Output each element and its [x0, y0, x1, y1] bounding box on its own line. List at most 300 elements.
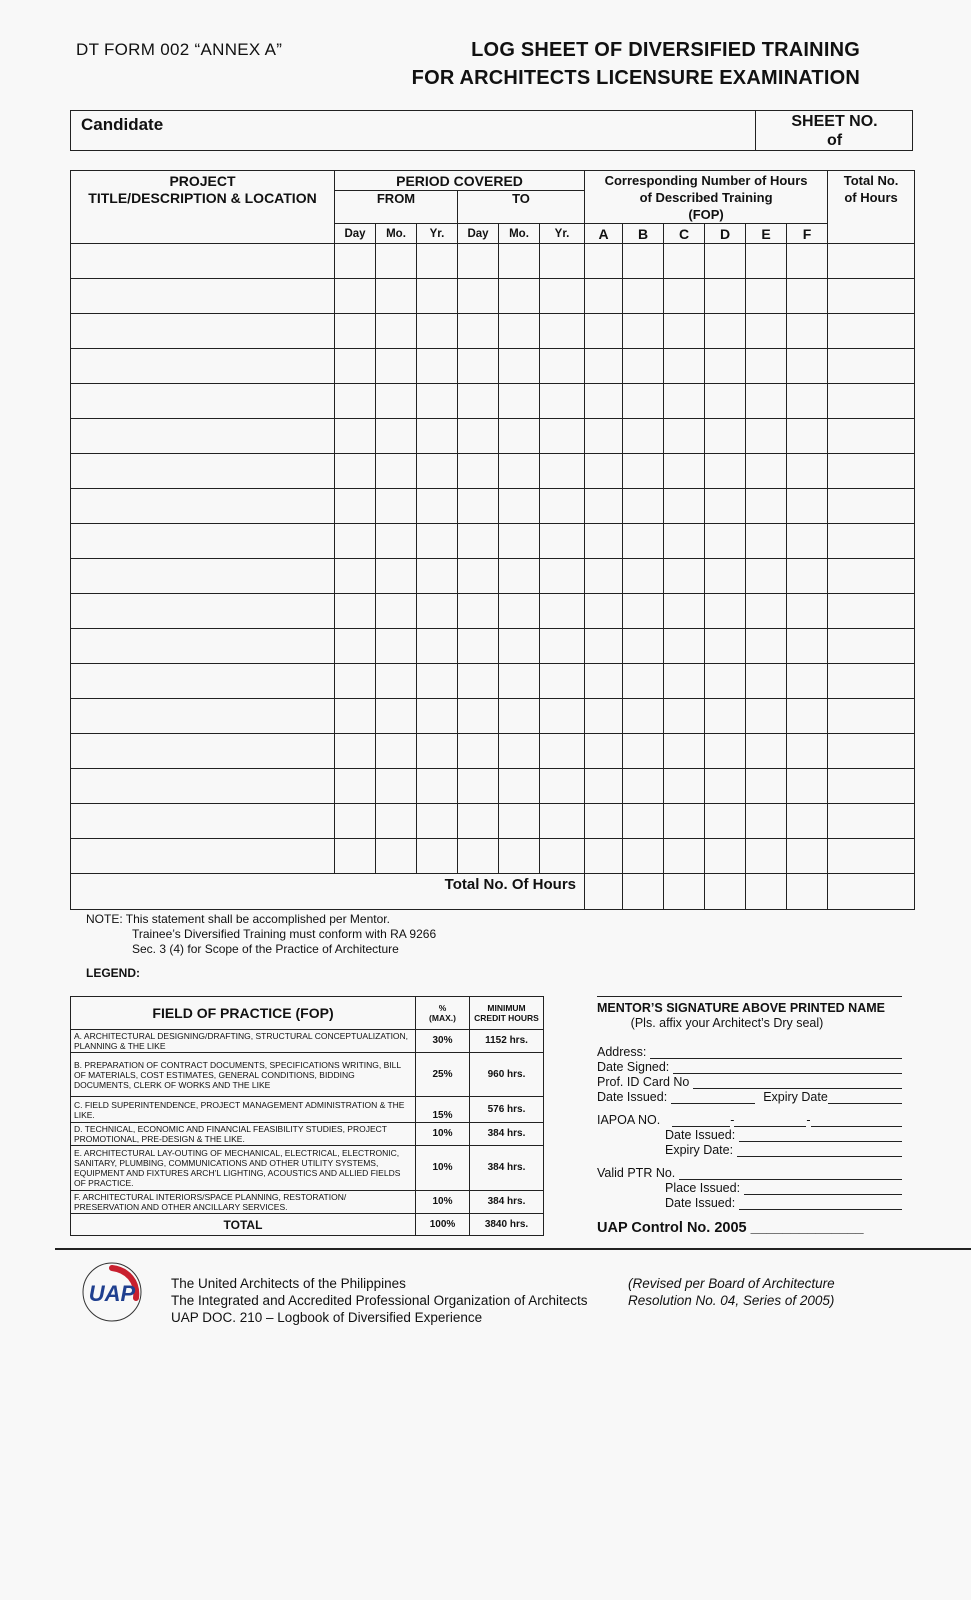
table-cell[interactable] — [828, 664, 915, 699]
table-cell[interactable] — [376, 629, 417, 664]
table-cell[interactable] — [705, 699, 746, 734]
table-row — [71, 629, 915, 664]
table-cell[interactable] — [623, 244, 664, 279]
table-cell[interactable] — [787, 419, 828, 454]
table-cell[interactable] — [417, 279, 458, 314]
iapoa-field[interactable]: IAPOA NO. - - — [597, 1112, 902, 1127]
table-cell[interactable] — [828, 699, 915, 734]
table-cell[interactable] — [335, 734, 376, 769]
table-cell[interactable] — [787, 279, 828, 314]
table-cell[interactable] — [746, 524, 787, 559]
table-cell[interactable] — [664, 839, 705, 874]
table-cell[interactable] — [585, 734, 623, 769]
table-cell[interactable] — [828, 594, 915, 629]
footer-revised-1: (Revised per Board of Architecture — [628, 1276, 835, 1291]
table-cell[interactable] — [787, 699, 828, 734]
table-cell[interactable] — [664, 314, 705, 349]
table-cell[interactable] — [746, 384, 787, 419]
table-cell[interactable] — [499, 314, 540, 349]
table-cell[interactable] — [828, 524, 915, 559]
legend-total-pct: 100% — [416, 1214, 470, 1236]
table-cell[interactable] — [417, 629, 458, 664]
table-cell[interactable] — [585, 419, 623, 454]
table-cell[interactable] — [335, 314, 376, 349]
table-cell[interactable] — [335, 384, 376, 419]
table-cell[interactable] — [664, 489, 705, 524]
footer-doc: UAP DOC. 210 – Logbook of Diversified Experience — [171, 1310, 483, 1325]
table-cell[interactable] — [705, 244, 746, 279]
total-row-label: Total No. Of Hours — [71, 874, 585, 910]
table-cell[interactable] — [417, 349, 458, 384]
table-cell[interactable] — [540, 489, 585, 524]
table-cell[interactable] — [458, 419, 499, 454]
table-cell[interactable] — [540, 734, 585, 769]
table-cell[interactable] — [499, 489, 540, 524]
table-cell[interactable] — [499, 454, 540, 489]
table-cell[interactable] — [458, 349, 499, 384]
table-cell[interactable] — [335, 489, 376, 524]
table-cell[interactable] — [335, 804, 376, 839]
table-cell[interactable] — [705, 804, 746, 839]
table-cell[interactable] — [376, 244, 417, 279]
date-signed-label: Date Signed: — [597, 1060, 670, 1074]
table-cell[interactable] — [376, 804, 417, 839]
table-cell[interactable] — [540, 629, 585, 664]
table-cell[interactable] — [623, 594, 664, 629]
table-cell[interactable] — [376, 734, 417, 769]
table-cell[interactable] — [540, 314, 585, 349]
table-cell[interactable] — [376, 279, 417, 314]
table-cell[interactable] — [828, 419, 915, 454]
table-cell[interactable] — [458, 524, 499, 559]
legend-row — [71, 1146, 544, 1191]
table-cell[interactable] — [335, 349, 376, 384]
table-cell[interactable] — [746, 454, 787, 489]
table-cell[interactable] — [71, 384, 335, 419]
place-issued-field[interactable] — [597, 1180, 902, 1195]
legend-row — [71, 1123, 544, 1146]
total-cell[interactable] — [746, 874, 787, 910]
table-cell[interactable] — [623, 559, 664, 594]
table-cell[interactable] — [664, 384, 705, 419]
table-cell[interactable] — [787, 559, 828, 594]
expiry-date-label: Expiry Date — [763, 1090, 828, 1104]
table-cell[interactable] — [585, 244, 623, 279]
total-cell[interactable] — [705, 874, 746, 910]
table-cell[interactable] — [458, 734, 499, 769]
table-cell[interactable] — [417, 839, 458, 874]
table-cell[interactable] — [71, 524, 335, 559]
table-cell[interactable] — [585, 524, 623, 559]
table-cell[interactable] — [787, 804, 828, 839]
table-cell[interactable] — [664, 349, 705, 384]
table-cell[interactable] — [664, 769, 705, 804]
table-cell[interactable] — [376, 419, 417, 454]
table-cell[interactable] — [664, 699, 705, 734]
table-cell[interactable] — [585, 769, 623, 804]
table-cell[interactable] — [335, 244, 376, 279]
table-cell[interactable] — [71, 349, 335, 384]
table-cell[interactable] — [376, 594, 417, 629]
table-cell[interactable] — [664, 419, 705, 454]
table-cell[interactable] — [335, 419, 376, 454]
table-cell[interactable] — [705, 594, 746, 629]
table-cell[interactable] — [585, 594, 623, 629]
table-cell[interactable] — [828, 349, 915, 384]
candidate-divider — [755, 111, 756, 150]
prof-id-field[interactable] — [597, 1074, 902, 1089]
table-cell[interactable] — [540, 384, 585, 419]
table-cell[interactable] — [376, 699, 417, 734]
table-cell[interactable] — [746, 594, 787, 629]
table-cell[interactable] — [705, 629, 746, 664]
hours-header-line1: Corresponding Number of Hours — [604, 173, 808, 188]
ptr-date-issued-field[interactable] — [597, 1195, 902, 1210]
signature-line[interactable] — [597, 996, 902, 997]
table-cell[interactable] — [664, 454, 705, 489]
table-cell[interactable] — [417, 244, 458, 279]
table-cell[interactable] — [417, 454, 458, 489]
table-cell[interactable] — [623, 524, 664, 559]
table-cell[interactable] — [828, 384, 915, 419]
table-cell[interactable] — [828, 629, 915, 664]
table-cell[interactable] — [458, 629, 499, 664]
table-cell[interactable] — [458, 839, 499, 874]
table-cell[interactable] — [585, 489, 623, 524]
iapoa-date-issued-label: Date Issued: — [665, 1128, 736, 1142]
table-cell[interactable] — [705, 559, 746, 594]
table-cell[interactable] — [417, 699, 458, 734]
to-yr: Yr. — [540, 224, 585, 244]
candidate-box[interactable] — [70, 110, 913, 151]
table-cell[interactable] — [705, 419, 746, 454]
table-cell[interactable] — [787, 489, 828, 524]
table-cell[interactable] — [623, 804, 664, 839]
date-signed-field[interactable] — [597, 1059, 902, 1074]
table-cell[interactable] — [71, 454, 335, 489]
table-cell[interactable] — [746, 629, 787, 664]
table-cell[interactable] — [746, 769, 787, 804]
table-cell[interactable] — [417, 594, 458, 629]
table-cell[interactable] — [787, 629, 828, 664]
table-cell[interactable] — [623, 664, 664, 699]
table-cell[interactable] — [540, 244, 585, 279]
table-cell[interactable] — [664, 594, 705, 629]
table-cell[interactable] — [746, 804, 787, 839]
table-cell[interactable] — [787, 734, 828, 769]
table-cell[interactable] — [540, 454, 585, 489]
table-cell[interactable] — [540, 349, 585, 384]
table-cell[interactable] — [499, 629, 540, 664]
table-cell[interactable] — [71, 804, 335, 839]
table-cell[interactable] — [499, 804, 540, 839]
address-field[interactable] — [597, 1044, 902, 1059]
table-cell[interactable] — [376, 314, 417, 349]
table-cell[interactable] — [746, 734, 787, 769]
table-cell[interactable] — [458, 594, 499, 629]
table-cell[interactable] — [499, 279, 540, 314]
table-cell[interactable] — [499, 384, 540, 419]
table-cell[interactable] — [335, 664, 376, 699]
total-cell[interactable] — [787, 874, 828, 910]
hours-header-line2: of Described Training — [639, 190, 773, 205]
table-cell[interactable] — [787, 664, 828, 699]
table-cell[interactable] — [787, 594, 828, 629]
table-cell[interactable] — [623, 384, 664, 419]
table-cell[interactable] — [499, 244, 540, 279]
total-row — [71, 874, 915, 910]
table-cell[interactable] — [585, 384, 623, 419]
table-cell[interactable] — [828, 489, 915, 524]
pct-header-line2: (MAX.) — [429, 1013, 456, 1023]
table-cell[interactable] — [585, 804, 623, 839]
table-cell[interactable] — [828, 804, 915, 839]
table-cell[interactable] — [458, 769, 499, 804]
table-cell[interactable] — [71, 629, 335, 664]
table-cell[interactable] — [71, 699, 335, 734]
sheet-number[interactable] — [757, 112, 912, 150]
table-cell[interactable] — [499, 594, 540, 629]
table-cell[interactable] — [828, 769, 915, 804]
table-cell[interactable] — [499, 769, 540, 804]
table-cell[interactable] — [585, 839, 623, 874]
table-cell[interactable] — [664, 279, 705, 314]
table-cell[interactable] — [705, 839, 746, 874]
table-cell[interactable] — [335, 769, 376, 804]
iapoa-expiry-field[interactable] — [597, 1142, 902, 1157]
table-cell[interactable] — [499, 524, 540, 559]
table-cell[interactable] — [540, 559, 585, 594]
table-cell[interactable] — [664, 734, 705, 769]
table-cell[interactable] — [746, 244, 787, 279]
table-cell[interactable] — [585, 349, 623, 384]
table-cell[interactable] — [705, 489, 746, 524]
table-cell[interactable] — [585, 629, 623, 664]
table-cell[interactable] — [828, 454, 915, 489]
table-cell[interactable] — [458, 489, 499, 524]
table-row — [71, 594, 915, 629]
table-cell[interactable] — [499, 839, 540, 874]
table-cell[interactable] — [664, 629, 705, 664]
total-cell[interactable] — [664, 874, 705, 910]
legend-row-hrs: 960 hrs. — [470, 1053, 544, 1097]
table-cell[interactable] — [664, 664, 705, 699]
table-cell[interactable] — [71, 244, 335, 279]
table-cell[interactable] — [417, 489, 458, 524]
table-cell[interactable] — [787, 524, 828, 559]
table-row — [71, 279, 915, 314]
table-cell[interactable] — [71, 314, 335, 349]
table-cell[interactable] — [71, 279, 335, 314]
table-cell[interactable] — [376, 769, 417, 804]
table-cell[interactable] — [376, 349, 417, 384]
table-cell[interactable] — [499, 699, 540, 734]
table-cell[interactable] — [376, 384, 417, 419]
table-cell[interactable] — [787, 349, 828, 384]
table-cell[interactable] — [746, 489, 787, 524]
table-cell[interactable] — [540, 699, 585, 734]
table-cell[interactable] — [499, 664, 540, 699]
table-cell[interactable] — [71, 769, 335, 804]
table-cell[interactable] — [705, 734, 746, 769]
table-cell[interactable] — [623, 699, 664, 734]
date-issued-field[interactable] — [597, 1089, 902, 1104]
ptr-field[interactable] — [597, 1165, 902, 1180]
table-cell[interactable] — [623, 279, 664, 314]
table-cell[interactable] — [746, 839, 787, 874]
table-cell[interactable] — [71, 489, 335, 524]
table-cell[interactable] — [376, 664, 417, 699]
table-cell[interactable] — [376, 559, 417, 594]
table-cell[interactable] — [376, 839, 417, 874]
table-cell[interactable] — [71, 664, 335, 699]
table-cell[interactable] — [376, 454, 417, 489]
table-cell[interactable] — [705, 279, 746, 314]
table-cell[interactable] — [458, 454, 499, 489]
table-cell[interactable] — [828, 279, 915, 314]
table-cell[interactable] — [417, 559, 458, 594]
table-cell[interactable] — [705, 349, 746, 384]
table-cell[interactable] — [746, 699, 787, 734]
table-cell[interactable] — [376, 489, 417, 524]
table-cell[interactable] — [828, 314, 915, 349]
table-cell[interactable] — [664, 524, 705, 559]
table-cell[interactable] — [705, 314, 746, 349]
table-cell[interactable] — [623, 734, 664, 769]
table-cell[interactable] — [585, 279, 623, 314]
legend-label: LEGEND: — [86, 966, 140, 980]
table-cell[interactable] — [71, 559, 335, 594]
table-cell[interactable] — [540, 524, 585, 559]
table-cell[interactable] — [458, 314, 499, 349]
table-cell[interactable] — [664, 244, 705, 279]
table-cell[interactable] — [458, 559, 499, 594]
table-cell[interactable] — [71, 594, 335, 629]
table-cell[interactable] — [828, 734, 915, 769]
table-cell[interactable] — [335, 629, 376, 664]
table-cell[interactable] — [705, 769, 746, 804]
table-cell[interactable] — [787, 384, 828, 419]
table-cell[interactable] — [585, 454, 623, 489]
table-cell[interactable] — [623, 314, 664, 349]
title-line-1: LOG SHEET OF DIVERSIFIED TRAINING — [471, 39, 860, 61]
footer-divider — [55, 1248, 971, 1250]
table-cell[interactable] — [499, 419, 540, 454]
table-cell[interactable] — [746, 559, 787, 594]
table-cell[interactable] — [458, 279, 499, 314]
table-cell[interactable] — [417, 734, 458, 769]
table-cell[interactable] — [623, 629, 664, 664]
table-cell[interactable] — [417, 769, 458, 804]
table-cell[interactable] — [540, 804, 585, 839]
table-cell[interactable] — [746, 664, 787, 699]
table-cell[interactable] — [458, 384, 499, 419]
table-cell[interactable] — [499, 734, 540, 769]
table-cell[interactable] — [623, 769, 664, 804]
table-cell[interactable] — [376, 524, 417, 559]
table-cell[interactable] — [787, 454, 828, 489]
table-cell[interactable] — [787, 769, 828, 804]
note-line-3: Sec. 3 (4) for Scope of the Practice of Architecture — [132, 942, 399, 956]
table-cell[interactable] — [705, 664, 746, 699]
table-cell[interactable] — [746, 314, 787, 349]
table-cell[interactable] — [623, 839, 664, 874]
table-cell[interactable] — [335, 279, 376, 314]
table-cell[interactable] — [664, 804, 705, 839]
table-cell[interactable] — [746, 419, 787, 454]
table-cell[interactable] — [540, 839, 585, 874]
table-cell[interactable] — [705, 454, 746, 489]
table-cell[interactable] — [828, 244, 915, 279]
table-cell[interactable] — [787, 839, 828, 874]
table-cell[interactable] — [746, 349, 787, 384]
table-cell[interactable] — [746, 279, 787, 314]
table-cell[interactable] — [335, 594, 376, 629]
uap-logo — [72, 1260, 154, 1326]
legend-table — [70, 996, 544, 1236]
total-cell[interactable] — [828, 874, 915, 910]
table-cell[interactable] — [623, 489, 664, 524]
table-cell[interactable] — [828, 839, 915, 874]
table-cell[interactable] — [540, 419, 585, 454]
table-cell[interactable] — [540, 594, 585, 629]
table-cell[interactable] — [585, 314, 623, 349]
table-cell[interactable] — [499, 559, 540, 594]
table-cell[interactable] — [417, 664, 458, 699]
table-cell[interactable] — [71, 734, 335, 769]
table-cell[interactable] — [623, 349, 664, 384]
table-cell[interactable] — [71, 839, 335, 874]
table-cell[interactable] — [335, 524, 376, 559]
table-cell[interactable] — [335, 699, 376, 734]
table-cell[interactable] — [828, 559, 915, 594]
table-cell[interactable] — [540, 769, 585, 804]
table-cell[interactable] — [585, 664, 623, 699]
table-cell[interactable] — [540, 664, 585, 699]
table-cell[interactable] — [585, 699, 623, 734]
table-cell[interactable] — [499, 349, 540, 384]
uap-control-number[interactable]: UAP Control No. 2005 ______________ — [597, 1220, 864, 1236]
table-cell[interactable] — [458, 804, 499, 839]
table-cell[interactable] — [585, 559, 623, 594]
total-cell[interactable] — [585, 874, 623, 910]
table-cell[interactable] — [417, 419, 458, 454]
table-cell[interactable] — [417, 314, 458, 349]
iapoa-date-issued-field[interactable] — [597, 1127, 902, 1142]
table-cell[interactable] — [335, 559, 376, 594]
table-cell[interactable] — [458, 244, 499, 279]
table-cell[interactable] — [417, 804, 458, 839]
total-header-line2: of Hours — [844, 190, 898, 205]
table-cell[interactable] — [664, 559, 705, 594]
table-cell[interactable] — [623, 419, 664, 454]
table-cell[interactable] — [705, 524, 746, 559]
table-cell[interactable] — [335, 839, 376, 874]
from-yr: Yr. — [417, 224, 458, 244]
table-cell[interactable] — [417, 384, 458, 419]
total-cell[interactable] — [623, 874, 664, 910]
table-cell[interactable] — [623, 454, 664, 489]
table-cell[interactable] — [417, 524, 458, 559]
table-cell[interactable] — [787, 314, 828, 349]
table-cell[interactable] — [540, 279, 585, 314]
table-cell[interactable] — [705, 384, 746, 419]
table-cell[interactable] — [71, 419, 335, 454]
table-cell[interactable] — [458, 664, 499, 699]
table-cell[interactable] — [787, 244, 828, 279]
table-cell[interactable] — [458, 699, 499, 734]
table-cell[interactable] — [335, 454, 376, 489]
